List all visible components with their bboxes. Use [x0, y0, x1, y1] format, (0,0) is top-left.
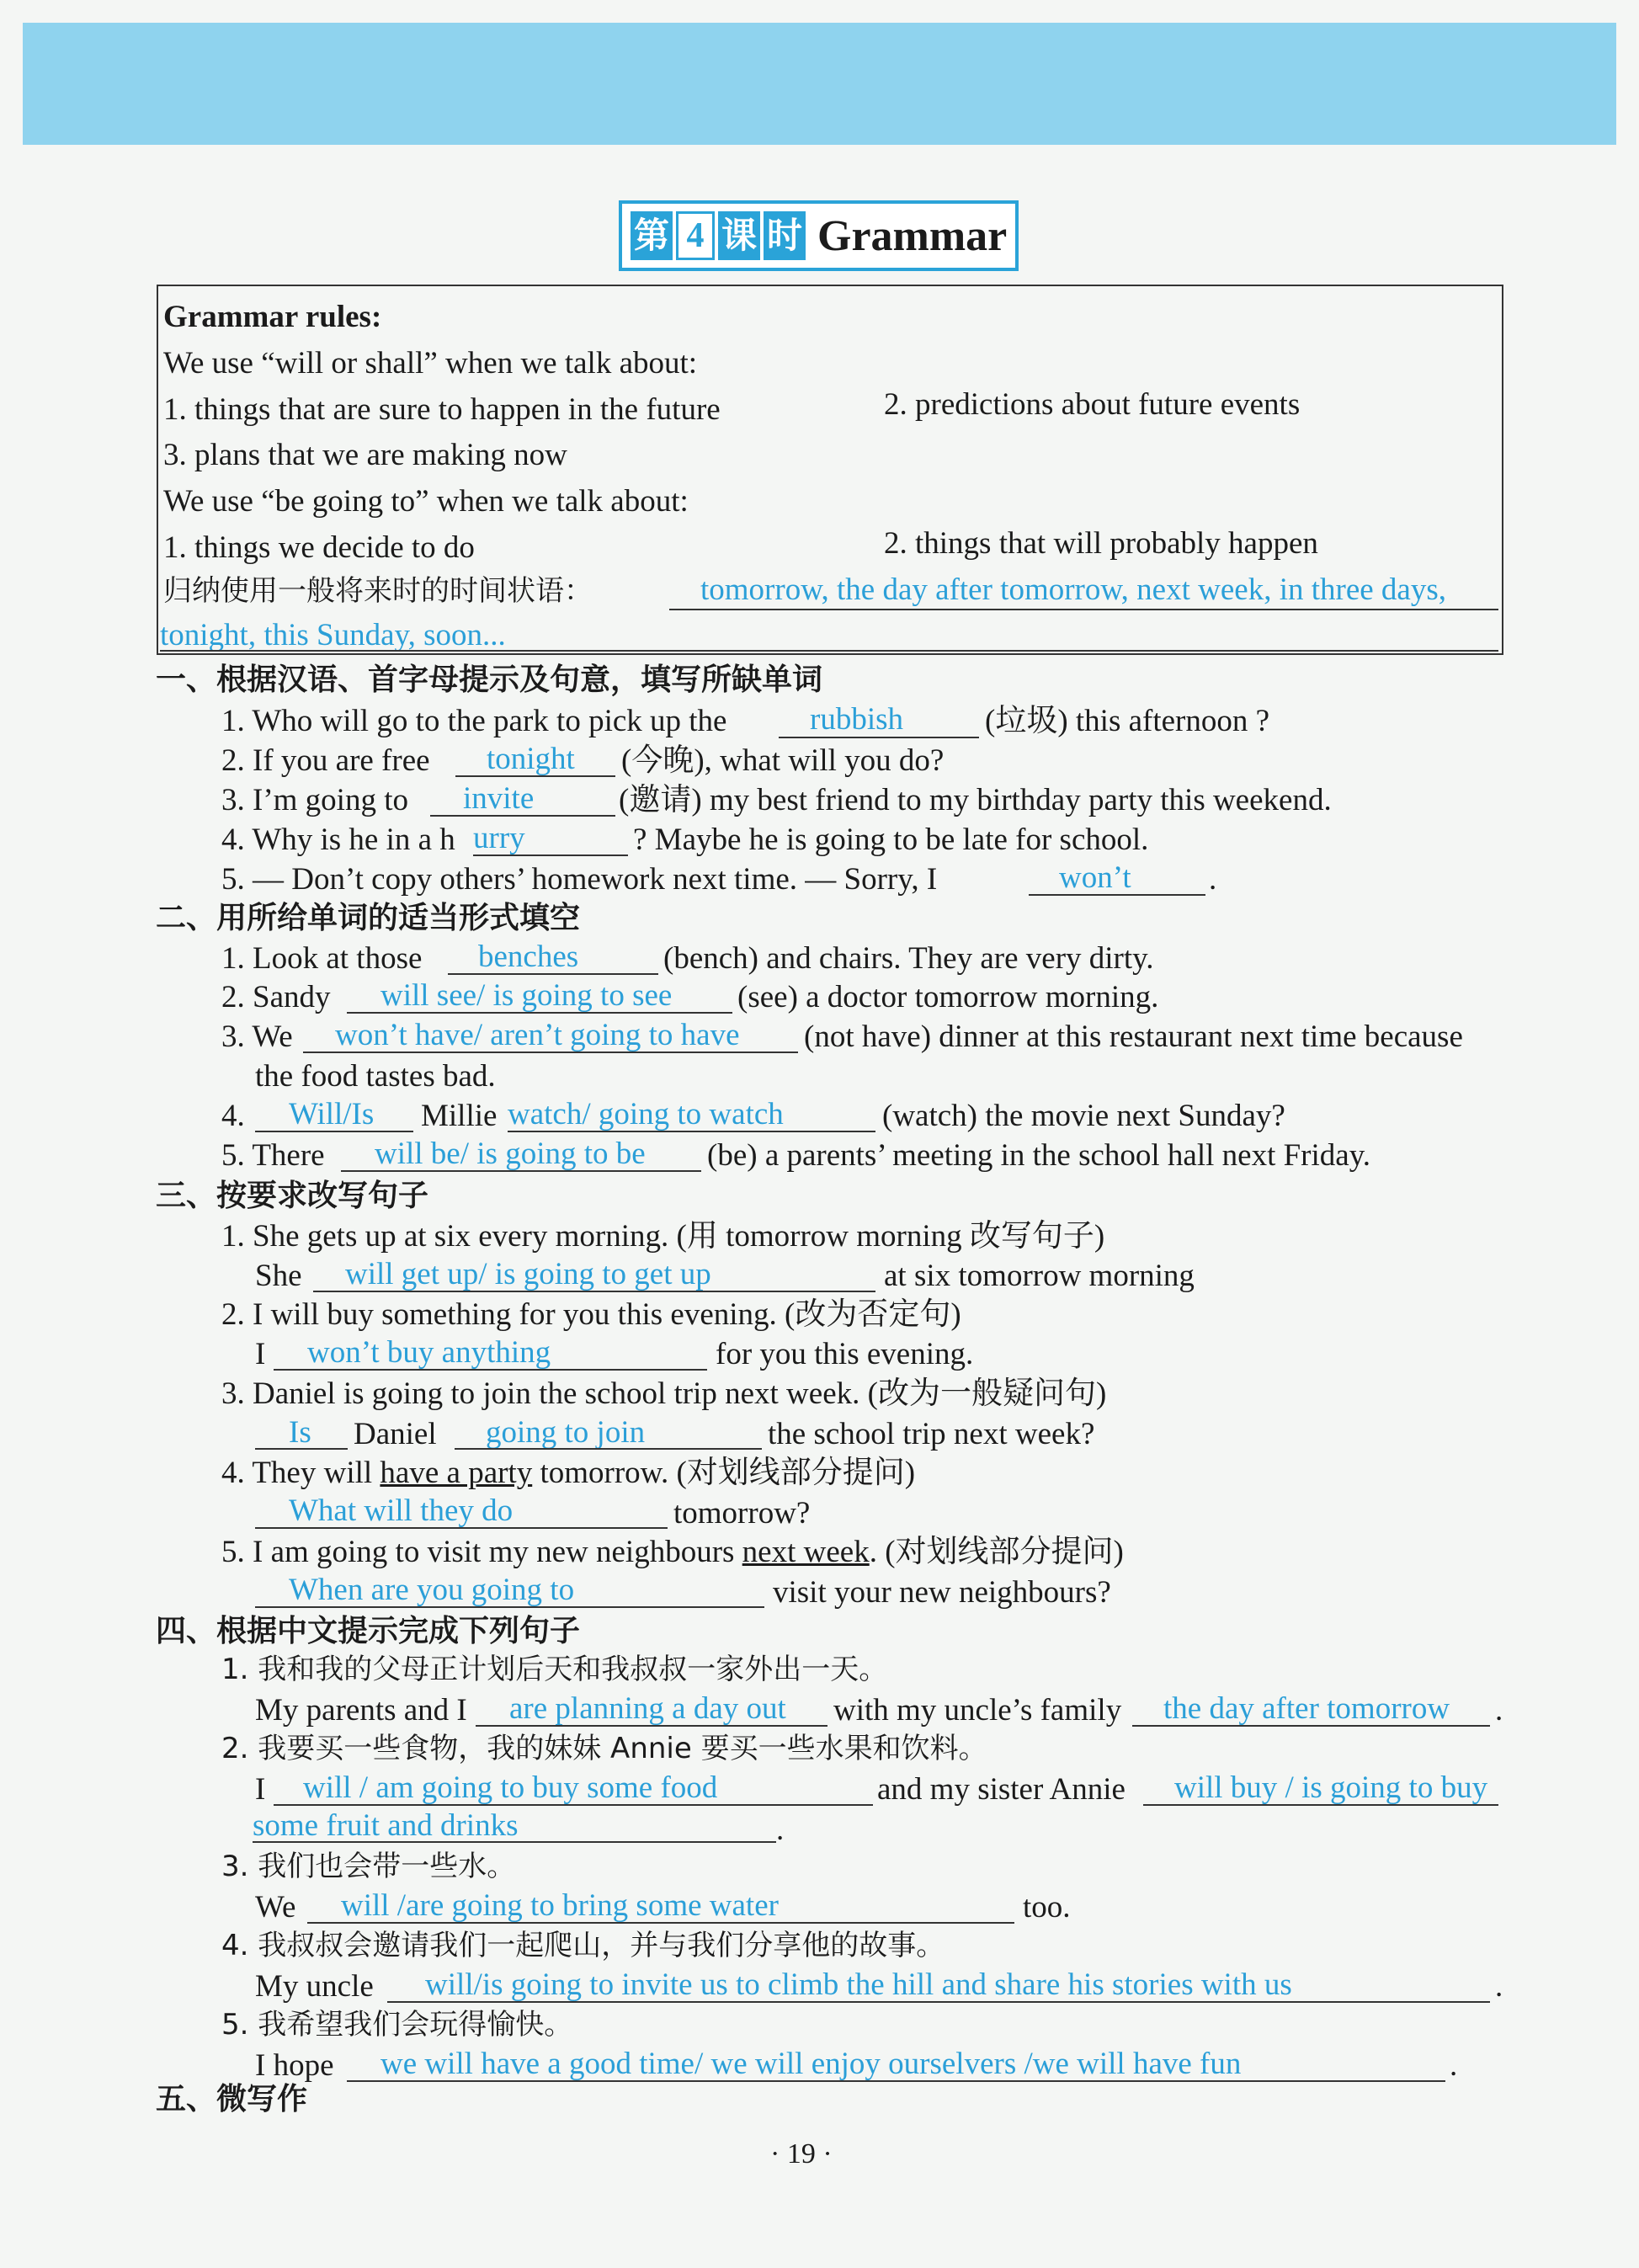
answer-line: [255, 1606, 764, 1608]
answer-line: [430, 815, 615, 817]
page-number: · 19 ·: [770, 2138, 833, 2170]
answer: the day after tomorrow: [1163, 1691, 1450, 1726]
question-text: too.: [1023, 1890, 1071, 1925]
question-text: Millie: [421, 1099, 498, 1133]
question-text: .: [1209, 862, 1217, 897]
question-text: 2. Sandy: [221, 980, 331, 1014]
question-text: (be) a parents’ meeting in the school hall next Friday.: [707, 1138, 1371, 1173]
question-text: 1. She gets up at six every morning. (用 tomorrow morning 改写句子): [221, 1219, 1105, 1254]
section-heading: 三、按要求改写句子: [156, 1179, 429, 1213]
title-char: 第: [631, 211, 673, 260]
answer-line: [1132, 1725, 1490, 1727]
answer-line: [253, 1841, 776, 1843]
answer-line: [160, 650, 1498, 652]
header-band: [23, 23, 1616, 145]
underlined-phrase: have a party: [380, 1456, 533, 1490]
section-heading: 一、根据汉语、首字母提示及句意，填写所缺单词: [156, 663, 823, 697]
answer-line: [387, 2001, 1490, 2003]
question-text: (see) a doctor tomorrow morning.: [737, 980, 1159, 1014]
answer-line: [1029, 894, 1205, 896]
rules-line: 3. plans that we are making now: [163, 438, 567, 472]
answer-line: [341, 1170, 701, 1172]
question-text: My uncle: [255, 1969, 374, 2004]
section-heading: 五、微写作: [156, 2082, 308, 2116]
answer: What will they do: [289, 1493, 514, 1528]
question-text: 3. We: [221, 1020, 293, 1054]
question-text: 4. Why is he in a h: [221, 823, 455, 857]
question-text: 5. 我希望我们会玩得愉快。: [221, 2008, 573, 2042]
section-heading: 四、根据中文提示完成下列句子: [156, 1614, 581, 1648]
answer-line: [779, 737, 979, 738]
underlined-phrase: next week: [742, 1535, 870, 1569]
question-text: the food tastes bad.: [255, 1059, 496, 1094]
answer: urry: [473, 821, 525, 855]
question-text: 1. Who will go to the park to pick up the: [221, 704, 727, 738]
question-text: I hope: [255, 2048, 334, 2083]
title-char: 时: [764, 211, 806, 260]
question-text: tomorrow?: [673, 1496, 811, 1531]
answer: will /are going to bring some water: [341, 1888, 779, 1923]
answer-line: [347, 2080, 1445, 2082]
answer-line: [347, 1012, 732, 1014]
answer-line: [448, 973, 658, 975]
question-text: Daniel: [354, 1417, 437, 1451]
answer: tonight: [487, 742, 575, 776]
question-text: (bench) and chairs. They are very dirty.: [663, 941, 1154, 976]
question-text: I: [255, 1772, 266, 1807]
question-text: for you this evening.: [716, 1337, 974, 1371]
question-text: 1. 我和我的父母正计划后天和我叔叔一家外出一天。: [221, 1653, 888, 1686]
lesson-number: 4: [676, 211, 715, 260]
question-text: 2. 我要买一些食物，我的妹妹 Annie 要买一些水果和饮料。: [221, 1732, 987, 1765]
answer-line: [313, 1291, 875, 1292]
answer: some fruit and drinks: [253, 1808, 519, 1843]
prompt-part: tomorrow. (对划线部分提问): [540, 1456, 916, 1490]
question-text: [221, 1536, 1124, 1568]
answer: will get up/ is going to get up: [345, 1257, 711, 1291]
rules-summary-label: 归纳使用一般将来时的时间状语：: [163, 574, 593, 608]
question-text: ? Maybe he is going to be late for school.: [633, 823, 1149, 857]
question-text: (not have) dinner at this restaurant next time because: [804, 1020, 1463, 1054]
prompt-part: 5. I am going to visit my new neighbours: [221, 1535, 735, 1569]
question-text: 5. — Don’t copy others’ homework next time. — Sorry, I: [221, 862, 938, 897]
answer: Will/Is: [289, 1097, 375, 1131]
answer: we will have a good time/ we will enjoy ourselvers /we will have fun: [380, 2047, 1242, 2081]
question-text: 2. If you are free: [221, 743, 430, 778]
question-text: visit your new neighbours?: [773, 1575, 1111, 1610]
rules-line: 2. predictions about future events: [884, 387, 1301, 422]
answer: won’t buy anything: [307, 1335, 551, 1370]
question-text: the school trip next week?: [768, 1417, 1095, 1451]
question-text: (垃圾) this afternoon ?: [985, 704, 1270, 738]
rules-line: 1. things we decide to do: [163, 530, 475, 565]
answer: won’t have/ aren’t going to have: [335, 1018, 740, 1052]
section-heading: 二、用所给单词的适当形式填空: [156, 901, 581, 935]
rules-line: We use “will or shall” when we talk about:: [163, 346, 698, 381]
answer: When are you going to: [289, 1573, 575, 1607]
question-text: (watch) the movie next Sunday?: [882, 1099, 1285, 1133]
answer: benches: [478, 940, 579, 974]
answer-line: [1143, 1804, 1498, 1806]
question-text: 3. Daniel is going to join the school trip next week. (改为一般疑问句): [221, 1376, 1107, 1411]
question-text: .: [776, 1813, 785, 1847]
answer: won’t: [1059, 860, 1131, 895]
answer-line: [274, 1369, 707, 1371]
answer: will be/ is going to be: [375, 1137, 646, 1171]
answer-line: [508, 1131, 875, 1132]
question-text: 3. I’m going to: [221, 783, 408, 817]
answer-line: [455, 775, 615, 777]
answer-line: [455, 1448, 762, 1450]
answer-line: [255, 1131, 413, 1132]
lesson-title: [619, 200, 1019, 271]
question-text: 5. There: [221, 1138, 325, 1173]
answer: invite: [463, 781, 535, 816]
answer-line: [274, 1804, 873, 1806]
question-text: We: [255, 1890, 296, 1925]
question-text: 3. 我们也会带一些水。: [221, 1850, 516, 1883]
question-text: and my sister Annie: [877, 1772, 1125, 1807]
question-text: .: [1495, 1693, 1503, 1728]
answer: will / am going to buy some food: [303, 1770, 718, 1805]
prompt-part: . (对划线部分提问): [869, 1535, 1124, 1569]
answer: watch/ going to watch: [508, 1097, 784, 1131]
answer: tonight, this Sunday, soon...: [160, 618, 506, 652]
question-text: 2. I will buy something for you this evening. (改为否定句): [221, 1297, 961, 1332]
question-text: 4. 我叔叔会邀请我们一起爬山，并与我们分享他的故事。: [221, 1929, 945, 1962]
question-text: My parents and I: [255, 1693, 467, 1728]
answer-line: [476, 1725, 827, 1727]
question-text: (邀请) my best friend to my birthday party this weekend.: [619, 783, 1332, 817]
rules-line: 1. things that are sure to happen in the future: [163, 392, 721, 427]
answer: going to join: [486, 1415, 646, 1450]
question-text: She: [255, 1259, 302, 1293]
answer: tomorrow, the day after tomorrow, next week, in three days,: [700, 572, 1446, 607]
rules-line: 2. things that will probably happen: [884, 526, 1318, 561]
answer-line: [307, 1922, 1014, 1924]
question-text: I: [255, 1337, 266, 1371]
question-text: .: [1495, 1969, 1503, 2004]
answer: will see/ is going to see: [380, 978, 673, 1013]
question-text: with my uncle’s family: [833, 1693, 1122, 1728]
question-text: .: [1450, 2048, 1458, 2083]
rules-heading: Grammar rules:: [163, 300, 382, 334]
answer: will/is going to invite us to climb the hill and share his stories with us: [425, 1967, 1292, 2002]
answer-line: [255, 1448, 348, 1450]
answer-line: [473, 854, 628, 856]
prompt-part: 4. They will: [221, 1456, 373, 1490]
answer-line: [255, 1527, 668, 1529]
question-text: 1. Look at those: [221, 941, 423, 976]
question-text: [221, 1457, 915, 1488]
answer: will buy / is going to buy: [1174, 1770, 1488, 1805]
title-word: Grammar: [817, 211, 1008, 260]
question-text: at six tomorrow morning: [884, 1259, 1195, 1293]
title-char: 课: [718, 211, 760, 260]
answer: Is: [289, 1415, 311, 1450]
question-text: 4.: [221, 1099, 245, 1133]
answer: rubbish: [810, 702, 903, 737]
answer: are planning a day out: [509, 1691, 786, 1726]
answer-line: [303, 1051, 798, 1053]
rules-line: We use “be going to” when we talk about:: [163, 484, 689, 519]
answer-line: [669, 609, 1498, 610]
question-text: (今晚), what will you do?: [621, 743, 945, 778]
